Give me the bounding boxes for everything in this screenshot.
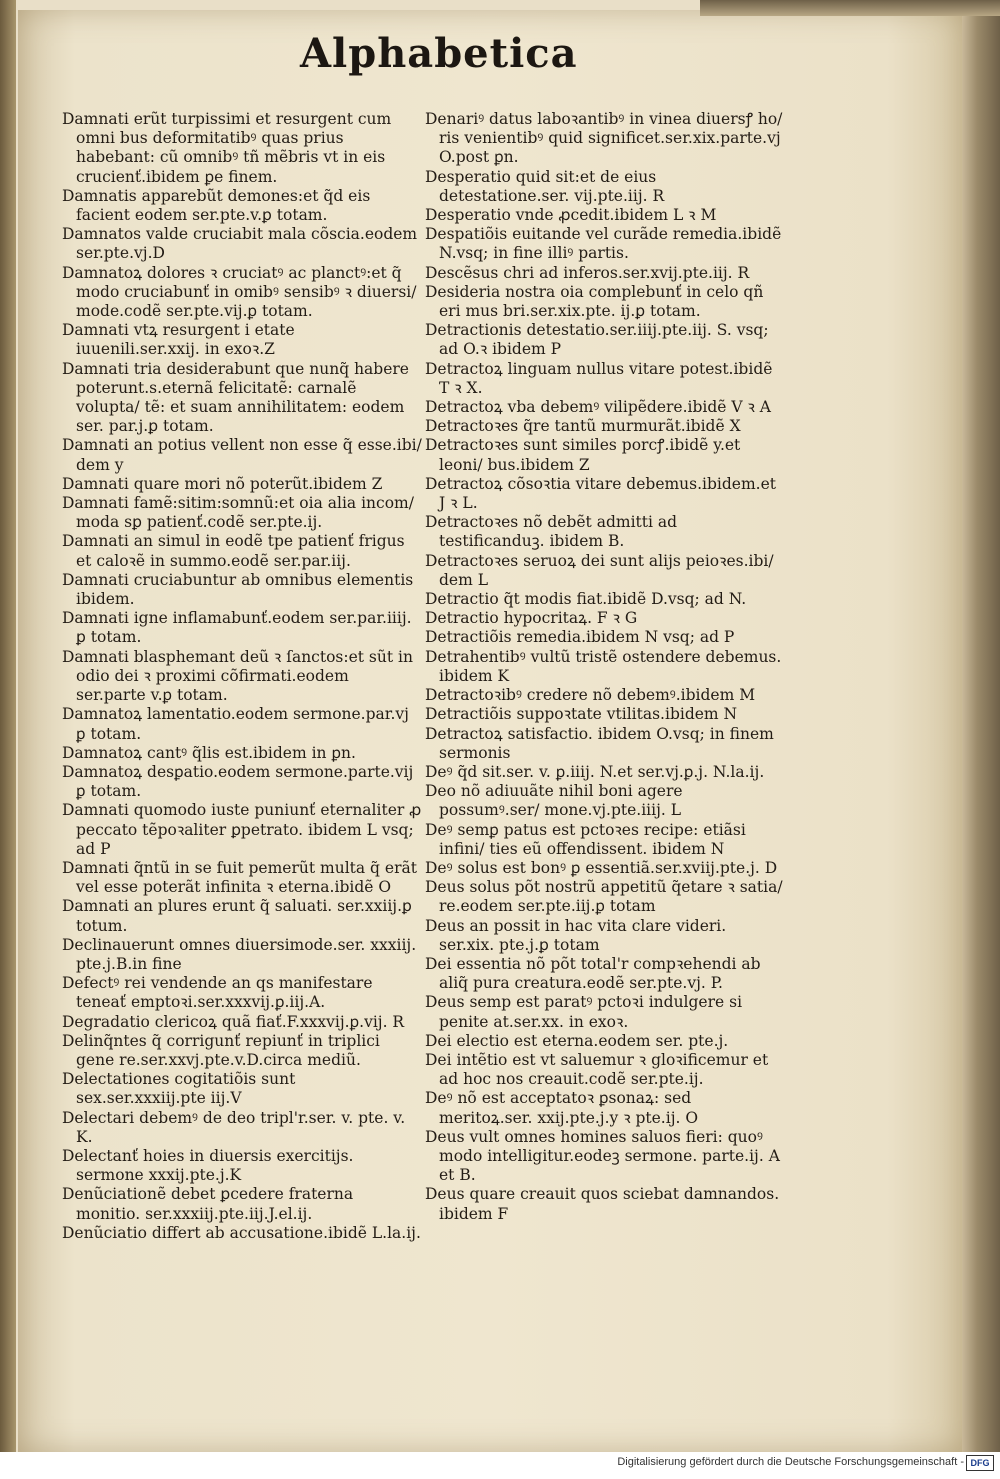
index-entry: Dei intẽtio est vt saluemur ꝛ gloꝛificemur et ad hoc nos creauit.codẽ ser.pte.ij. — [425, 1050, 769, 1089]
index-entry: Damnati quare mori nõ poterũt.ibidem Z — [62, 474, 383, 493]
index-entry: Damnati an plures erunt q̃ saluati. ser.xxiij.ꝑ totum. — [62, 897, 412, 935]
index-entry: Desperatio quid sit:et de eius detestatione.ser. vij.pte.iij. R — [425, 167, 665, 205]
index-entry: Delectanť hoies in diuersis exercitijs. sermone xxxij.pte.j.K — [62, 1146, 354, 1185]
index-entry: Deꝰ q̃d sit.ser. v. ꝑ.iiij. N.et ser.vj.ꝑ.j. N.la.ij. — [425, 762, 765, 781]
index-entry: Detractionis detestatio.ser.iiij.pte.iij. S. vsq; ad O.ꝛ ibidem P — [425, 321, 769, 359]
index-entry: Damnati q̃ntũ in se fuit pemerũt multa q̃ erãt vel esse poterãt infinita ꝛ eterna.ibidẽ O — [62, 858, 417, 897]
index-entry: Detractoꝝ satisfactio. ibidem O.vsq; in finem sermonis — [425, 724, 774, 762]
index-entry: Despatiõis euitande vel curãde remedia.ibidẽ N.vsq; in fine illiꝰ partis. — [425, 225, 782, 263]
index-entry: Deus an possit in hac vita clare videri. ser.xix. pte.j.ꝑ totam — [425, 916, 727, 954]
index-entry: Dei essentia nõ põt total'r compꝛehendi ab aliq̃ pura creatura.eodẽ ser.pte.vj. P. — [425, 954, 761, 993]
index-entry: Declinauerunt omnes diuersimode.ser. xxxiij. pte.j.B.in fine — [62, 935, 417, 973]
index-entry: Detractio q̃t modis fiat.ibidẽ D.vsq; ad N. — [425, 590, 747, 609]
index-entry: Deꝰ semꝑ patus est pctoꝛes recipe: etiãsi infini/ ties eũ offendissent. ibidem N — [425, 820, 746, 858]
index-entry: Deus solus põt nostrũ appetitũ q̃etare ꝛ satia/ re.eodem ser.pte.iij.ꝑ totam — [425, 878, 783, 916]
index-entry: Desperatio vnde ꝓcedit.ibidem L ꝛ M — [425, 206, 717, 225]
digitization-credit: Digitalisierung gefördert durch die Deutsche Forschungsgemeinschaft - — [617, 1456, 964, 1468]
index-entry: Detractiõis suppoꝛtate vtilitas.ibidem N — [425, 705, 738, 724]
index-entry: Delinq̃ntes q̃ corrigunť repiunť in triplici gene re.ser.xxvj.pte.v.D.circa mediũ. — [62, 1031, 380, 1069]
page-edge — [962, 0, 1000, 1452]
index-column-right — [425, 110, 785, 1224]
index-entry: Damnati tria desiderabunt que nunq̃ habere poterunt.s.eternã felicitatẽ: carnalẽ volupta/ tẽ: et suam annihilitatem: eodem ser. par.j.ꝑ totam. — [62, 359, 409, 436]
dfg-logo: DFG — [966, 1455, 994, 1471]
index-entry: Detractoꝝ cõsoꝛtia vitare debemus.ibidem.et J ꝛ L. — [425, 474, 777, 513]
index-entry: Deꝰ nõ est acceptatoꝛ ꝑsonaꝝ: sed meritoꝝ.ser. xxij.pte.j.y ꝛ pte.ij. O — [425, 1089, 699, 1127]
index-entry: Denũciatio differt ab accusatione.ibidẽ L.la.ij. — [62, 1223, 421, 1242]
index-entry: Delectationes cogitatiõis sunt sex.ser.xxxiij.pte iij.V — [62, 1070, 296, 1108]
index-entry: Detractoꝛes seruoꝝ dei sunt alijs peioꝛes.ibi/ dem L — [425, 551, 774, 589]
index-entry: Deꝰ solus est bonꝰ ꝑ essentiã.ser.xviij.pte.j. D — [425, 858, 778, 877]
index-entry: Dei electio est eterna.eodem ser. pte.j. — [425, 1031, 729, 1050]
index-entry: Damnati quomodo iuste puniunť eternaliter ꝓ peccato tẽpoꝛaliter ꝑpetrato. ibidem L vsq; ad P — [62, 801, 422, 858]
index-entry: Deus quare creauit quos sciebat damnandos. ibidem F — [425, 1185, 780, 1223]
index-entry: Damnatoꝝ dolores ꝛ cruciatꝰ ac planctꝰ:et q̃ modo cruciabunť in omibꝰ sensibꝰ ꝛ diuersi/ mode.codẽ ser.pte.vij.ꝑ totam. — [62, 263, 417, 321]
index-entry: Detractoꝛes sunt similes porcꝭ.ibidẽ y.et leoni/ bus.ibidem Z — [425, 436, 741, 474]
index-entry: Detractoꝛibꝰ credere nõ debemꝰ.ibidem M — [425, 686, 756, 705]
index-entry: Damnatoꝝ desꝑatio.eodem sermone.parte.vij ꝑ totam. — [62, 762, 414, 801]
index-entry: Delectari debemꝰ de deo tripl'r.ser. v. pte. v. K. — [62, 1108, 406, 1146]
index-entry: Damnatoꝝ lamentatio.eodem sermone.par.vj ꝑ totam. — [62, 705, 409, 743]
index-entry: Descẽsus chri ad inferos.ser.xvij.pte.iij. R — [425, 263, 750, 282]
index-entry: Deus semp est paratꝰ pctoꝛi indulgere si penite at.ser.xx. in exoꝛ. — [425, 993, 743, 1031]
index-entry: Damnatoꝝ cantꝰ q̃lis est.ibidem in ꝑn. — [62, 743, 356, 762]
index-entry: Damnati famẽ:sitim:somnũ:et oia alia incom/ moda sꝑ patienť.codẽ ser.pte.ij. — [62, 494, 414, 532]
index-entry: Damnati blasphemant deũ ꝛ ſanctos:et sũt in odio dei ꝛ proximi cõfirmati.eodem ser.parte v.ꝑ totam. — [62, 647, 413, 705]
index-entry: Detractoꝛes q̃re tantũ murmurãt.ibidẽ X — [425, 417, 741, 436]
index-entry: Desideria nostra oia complebunť in celo qñ eri mus bri.ser.xix.pte. ij.ꝑ totam. — [425, 282, 764, 321]
index-entry: Degradatio clericoꝝ quã fiať.F.xxxvij.ꝑ.vij. R — [62, 1012, 405, 1031]
index-entry: Defectꝰ rei vendende an qs manifestare teneať emptoꝛi.ser.xxxvij.ꝑ.iij.A. — [62, 974, 373, 1012]
index-entry: Damnatos valde cruciabit mala cõscia.eodem ser.pte.vj.D — [62, 225, 418, 263]
index-entry: Deus vult omnes homines saluos fieri: quoꝰ modo intelligitur.eodeꝫ sermone. parte.ij. A et B. — [425, 1127, 780, 1185]
index-entry: Deo nõ adiuuãte nihil boni agere possumꝰ.ser/ mone.vj.pte.iiij. L — [425, 782, 683, 820]
index-entry: Detractoꝛes nõ debẽt admitti ad testificanduꝫ. ibidem B. — [425, 513, 678, 551]
index-entry: Detractiõis remedia.ibidem N vsq; ad P — [425, 628, 735, 647]
index-entry: Damnatis apparebũt demones:et q̃d eis facient eodem ser.pte.v.ꝑ totam. — [62, 186, 371, 225]
page-edge-top — [700, 0, 1000, 16]
index-entry: Detractio hypocritaꝝ. F ꝛ G — [425, 609, 638, 628]
index-entry: Denũciationẽ debet ꝑcedere fraterna monitio. ser.xxxiij.pte.iij.J.el.ij. — [62, 1185, 354, 1223]
index-entry: Detractoꝝ vba debemꝰ vilipẽdere.ibidẽ V ꝛ A — [425, 398, 771, 417]
index-entry: Damnati an potius vellent non esse q̃ esse.ibi/ dem y — [62, 436, 422, 474]
index-entry: Damnati erũt turpissimi et resurgent cum omni bus deformitatibꝰ quas prius habebant: cũ omnibꝰ tñ mẽbris vt in eis crucienť.ibidem ꝑe finem. — [62, 110, 392, 186]
index-entry: Damnati an simul in eodẽ tpe patienť frigus et caloꝛẽ in summo.eodẽ ser.par.iij. — [62, 532, 405, 570]
index-column-left — [62, 110, 422, 1243]
running-title: Alphabetica — [300, 30, 578, 77]
index-entry: Detrahentibꝰ vultũ tristẽ ostendere debemus. ibidem K — [425, 647, 782, 685]
index-entry: Denariꝰ datus laboꝛantibꝰ in vinea diuersꝭ ho/ ris venientibꝰ quid significet.ser.xix.parte.vj O.post ꝑn. — [425, 110, 783, 167]
index-entry: Damnati igne inflamabunť.eodem ser.par.iiij. ꝑ totam. — [62, 609, 412, 647]
index-entry: Damnati cruciabuntur ab omnibus elementis ibidem. — [62, 570, 414, 609]
book-binding — [0, 0, 16, 1452]
index-entry: Detractoꝝ linguam nullus vitare potest.ibidẽ T ꝛ X. — [425, 359, 773, 397]
index-entry: Damnati vtꝝ resurgent i etate iuuenili.ser.xxij. in exoꝛ.Z — [62, 321, 295, 359]
